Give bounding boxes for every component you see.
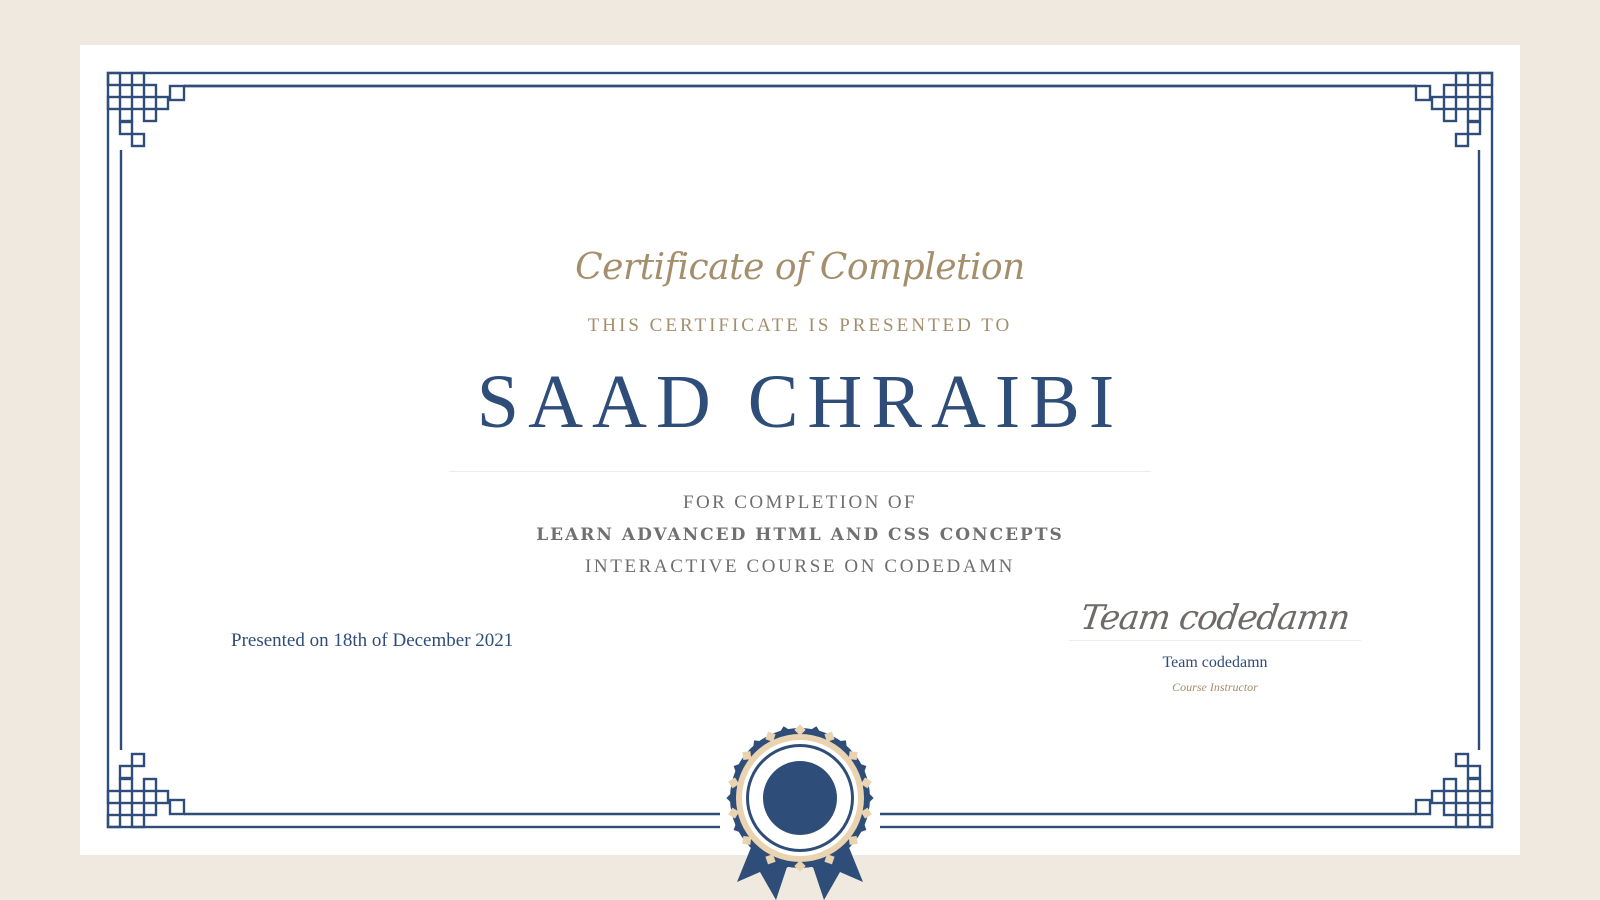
seal-tooth (824, 854, 834, 864)
certificate-title: Certificate of Completion (575, 247, 1025, 288)
seal-tooth (810, 859, 821, 870)
seal-tooth (779, 859, 790, 870)
seal-tooth (794, 860, 805, 871)
course-type: INTERACTIVE COURSE ON CODEDAMN (584, 556, 1016, 577)
signature-block (1069, 596, 1361, 695)
handwritten-signature: Team codedamn (1078, 598, 1352, 638)
certificate-sheet (80, 45, 1520, 855)
presented-on-date: Presented on 18th of December 2021 (231, 630, 514, 651)
seal-tooth (765, 854, 775, 864)
signature-line (1069, 640, 1361, 641)
recipient-name: SAAD CHRAIBI (476, 360, 1124, 444)
for-completion-label: FOR COMPLETION OF (683, 492, 917, 513)
signer-role: Course Instructor (1172, 680, 1258, 694)
course-name: LEARN ADVANCED HTML AND CSS CONCEPTS (536, 525, 1064, 545)
name-divider (449, 471, 1151, 472)
signer-name: Team codedamn (1162, 654, 1268, 671)
presented-to-label: THIS CERTIFICATE IS PRESENTED TO (587, 315, 1013, 336)
